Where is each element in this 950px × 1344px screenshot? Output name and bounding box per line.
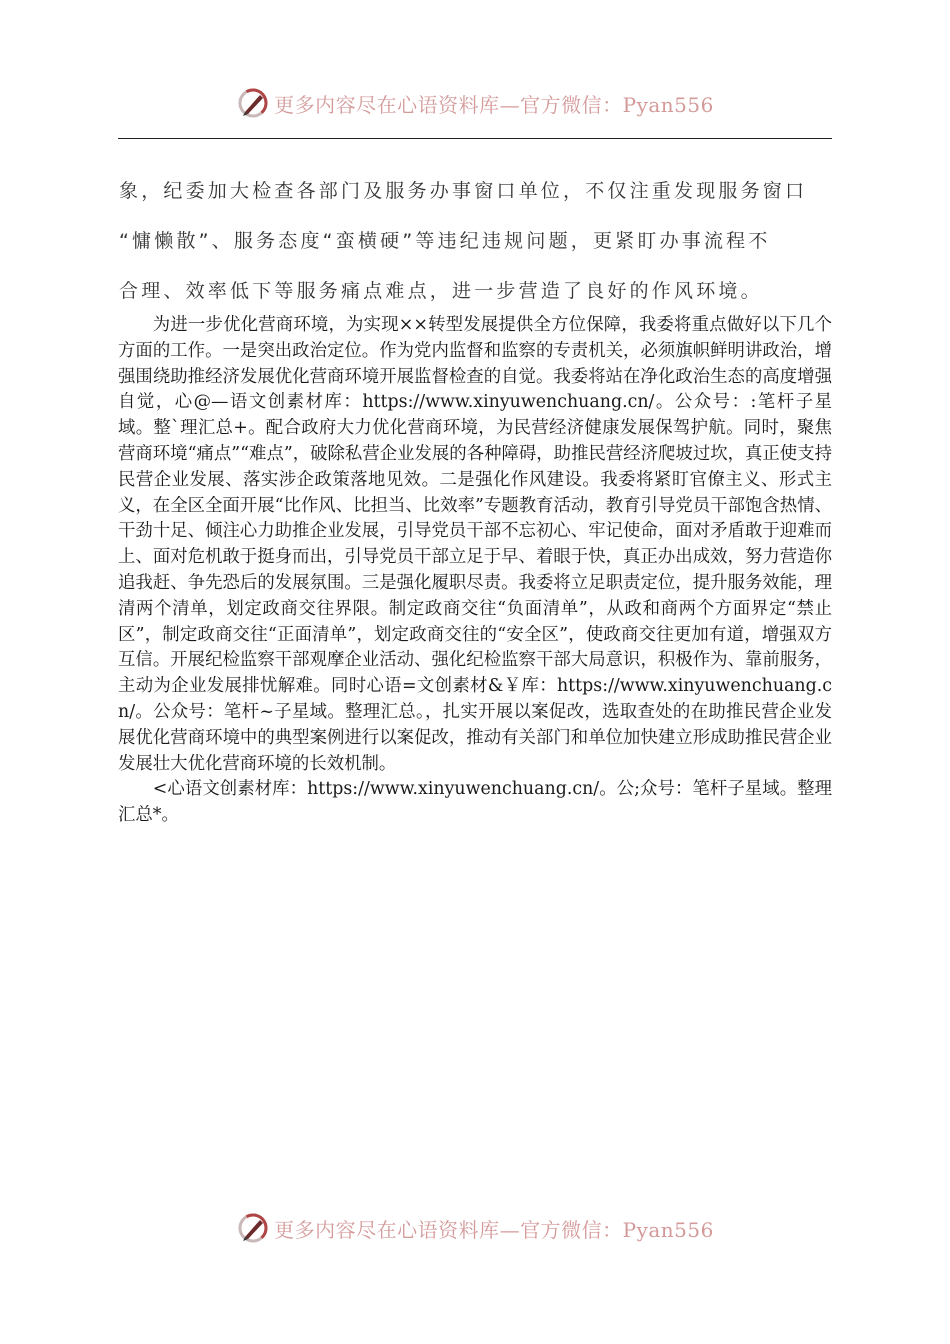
header-divider bbox=[118, 138, 832, 139]
header-banner bbox=[0, 86, 950, 120]
header-banner-text: 更多内容尽在心语资料库—官方微信：Pyan556 bbox=[274, 92, 714, 117]
pen-seal-icon bbox=[236, 86, 270, 120]
pen-seal-icon bbox=[236, 1211, 270, 1245]
footer-banner-text: 更多内容尽在心语资料库—官方微信：Pyan556 bbox=[274, 1217, 714, 1242]
document-body bbox=[118, 313, 832, 829]
body-paragraph-2: <心语文创素材库：https://www.xinyuwenchuang.cn/。公;众号：笔杆子星域。整理汇总*。 bbox=[118, 779, 832, 826]
footer-banner bbox=[0, 1211, 950, 1245]
continuation-line-2: “慵懒散”、服务态度“蛮横硬”等违纪违规问题，更紧盯办事流程不 bbox=[119, 230, 771, 252]
continuation-line-1: 象，纪委加大检查各部门及服务办事窗口单位，不仅注重发现服务窗口 bbox=[119, 180, 808, 202]
body-paragraph-1: 为进一步优化营商环境，为实现××转型发展提供全方位保障，我委将重点做好以下几个方面的工作。一是突出政治定位。作为党内监督和监察的专责机关，必须旗帜鲜明讲政治，增强围绕助推经济发展优化营商环境开展监督检查的自觉。我委将站在净化政治生态的高度增强自觉，心@—语文创素材库：https://www.xinyuwenchuang.cn/。公众号：:笔杆子星域。整`理汇总+。配合政府大力优化营商环境，为民营经济健康发展保驾护航。同时，聚焦营商环境“痛点”“难点”，破除私营企业发展的各种障碍，助推民营经济爬坡过坎，真正使支持民营企业发展、落实涉企政策落地见效。二是强化作风建设。我委将紧盯官僚主义、形式主义，在全区全面开展“比作风、比担当、比效率”专题教育活动，教育引导党员干部饱含热情、干劲十足、倾注心力助推企业发展，引导党员干部不忘初心、牢记使命，面对矛盾敢于迎难而上、面对危机敢于挺身而出，引导党员干部立足于早、着眼于快，真正办出成效，努力营造你追我赶、争先恐后的发展氛围。三是强化履职尽责。我委将立足职责定位，提升服务效能，理清两个清单，划定政商交往界限。制定政商交往“负面清单”，从政和商两个方面界定“禁止区”，制定政商交往“正面清单”，划定政商交往的“安全区”，使政商交往更加有道，增强双方互信。开展纪检监察干部观摩企业活动、强化纪检监察干部大局意识，积极作为、靠前服务，主动为企业发展排忧解难。同时心语=文创素材&￥库：https://www.xinyuwenchuang.cn/。公众号：笔杆~子星域。整理汇总。，扎实开展以案促改，选取查处的在助推民营企业发展优化营商环境中的典型案例进行以案促改，推动有关部门和单位加快建立形成助推民营企业发展壮大优化营商环境的长效机制。 bbox=[118, 315, 832, 774]
continuation-line-3: 合理、效率低下等服务痛点难点，进一步营造了良好的作风环境。 bbox=[119, 280, 763, 302]
